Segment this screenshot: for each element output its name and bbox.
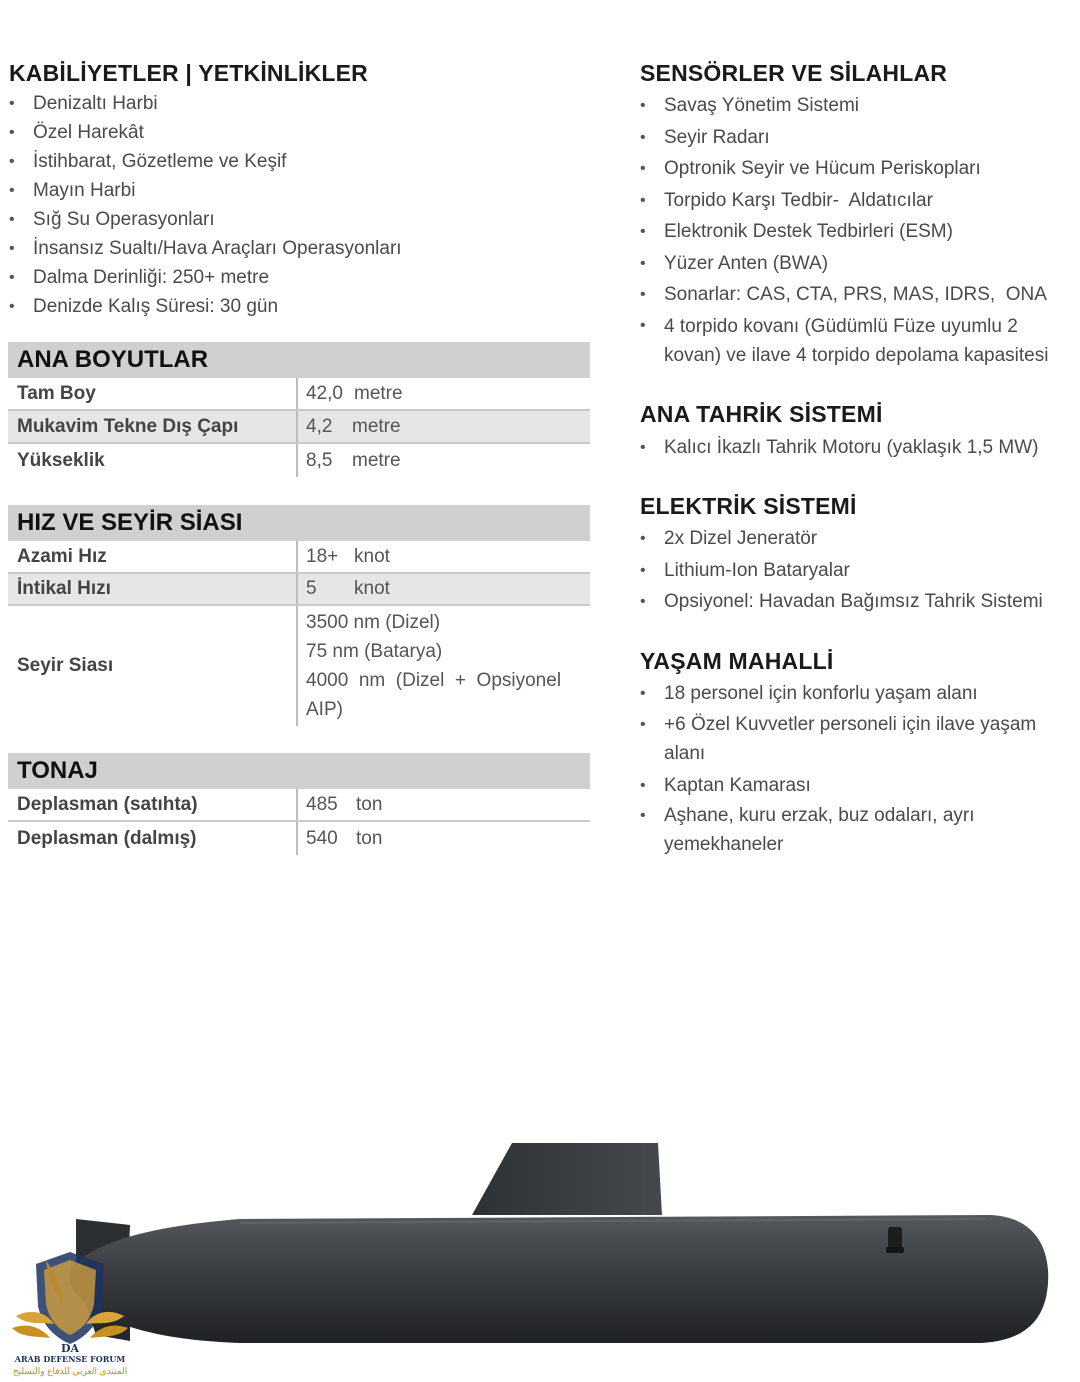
sensors-list bbox=[640, 90, 1072, 370]
table-row bbox=[8, 411, 590, 444]
speed-title: HIZ VE SEYİR SİASI bbox=[8, 505, 590, 541]
range-line: 75 nm (Batarya) bbox=[306, 641, 443, 662]
value-unit: metre bbox=[352, 415, 401, 437]
living-title: YAŞAM MAHALLİ bbox=[640, 648, 834, 674]
electric-list bbox=[640, 523, 1072, 618]
living-list bbox=[640, 678, 1060, 859]
propulsion-title: ANA TAHRİK SİSTEMİ bbox=[640, 401, 883, 427]
value-unit: knot bbox=[354, 578, 390, 599]
sensors-title: SENSÖRLER VE SİLAHLAR bbox=[640, 60, 948, 86]
value-unit: ton bbox=[356, 827, 383, 849]
value-number: 5 bbox=[306, 578, 317, 599]
table-row bbox=[8, 822, 590, 855]
list-item: • Yüzer Anten (BWA) bbox=[640, 248, 1072, 280]
submarine-image bbox=[0, 1135, 1080, 1365]
table-row bbox=[8, 378, 590, 411]
watermark-arabic: المنتدى العربي للدفاع والتسليح bbox=[12, 1366, 128, 1376]
list-item: • Dalma Derinliği: 250+ metre bbox=[9, 263, 589, 292]
forum-logo-icon bbox=[6, 1246, 134, 1354]
speed-table bbox=[8, 505, 590, 726]
value-number: 8,5 bbox=[306, 449, 333, 471]
list-item: • Lithium-Ion Bataryalar bbox=[640, 555, 1072, 587]
list-item: • Savaş Yönetim Sistemi bbox=[640, 90, 1072, 122]
list-item: • +6 Özel Kuvvetler personeli için ilave yaşam alanı bbox=[640, 710, 1060, 770]
tonnage-title: TONAJ bbox=[8, 753, 590, 789]
range-line: AIP) bbox=[306, 699, 343, 720]
table-row bbox=[8, 789, 590, 822]
list-item: • Elektronik Destek Tedbirleri (ESM) bbox=[640, 216, 1072, 248]
list-item: • 18 personel için konforlu yaşam alanı bbox=[640, 678, 1060, 710]
list-item: • Sığ Su Operasyonları bbox=[9, 205, 589, 234]
list-item: • İnsansız Sualtı/Hava Araçları Operasyonları bbox=[9, 234, 589, 263]
list-item: • Sonarlar: CAS, CTA, PRS, MAS, IDRS, ONA bbox=[640, 279, 1072, 311]
row-value bbox=[298, 822, 590, 855]
table-row bbox=[8, 541, 590, 574]
propulsion-list bbox=[640, 432, 1072, 464]
row-label: Deplasman (dalmış) bbox=[8, 822, 298, 855]
range-line: 4000 nm (Dizel + Opsiyonel bbox=[306, 670, 562, 691]
row-label: Mukavim Tekne Dış Çapı bbox=[8, 411, 298, 442]
list-item: • 2x Dizel Jeneratör bbox=[640, 523, 1072, 555]
value-unit: metre bbox=[352, 449, 401, 471]
list-item: • Denizde Kalış Süresi: 30 gün bbox=[9, 292, 589, 321]
value-unit: knot bbox=[354, 545, 390, 567]
value-unit: ton bbox=[356, 793, 383, 815]
watermark-initials: DA bbox=[60, 1342, 80, 1354]
value-number: 4,2 bbox=[306, 415, 333, 437]
list-item: • Aşhane, kuru erzak, buz odaları, ayrı yemekhaneler bbox=[640, 801, 1060, 859]
list-item: • Kaptan Kamarası bbox=[640, 770, 1060, 802]
dimensions-title: ANA BOYUTLAR bbox=[8, 342, 590, 378]
value-number: 42,0 bbox=[306, 382, 343, 404]
table-row bbox=[8, 606, 590, 726]
list-item: • 4 torpido kovanı (Güdümlü Füze uyumlu 2 kovan) ve ilave 4 torpido depolama kapasitesi bbox=[640, 311, 1072, 370]
list-item: • Seyir Radarı bbox=[640, 122, 1072, 154]
row-label: Deplasman (satıhta) bbox=[8, 789, 298, 820]
list-item: • Opsiyonel: Havadan Bağımsız Tahrik Sistemi bbox=[640, 586, 1072, 618]
list-item: • İstihbarat, Gözetleme ve Keşif bbox=[9, 147, 589, 176]
value-number: 540 bbox=[306, 827, 338, 849]
row-label: Yükseklik bbox=[8, 444, 298, 477]
table-row bbox=[8, 444, 590, 477]
list-item: • Mayın Harbi bbox=[9, 176, 589, 205]
capabilities-list bbox=[9, 89, 589, 321]
electric-title: ELEKTRİK SİSTEMİ bbox=[640, 493, 857, 519]
row-value bbox=[298, 606, 590, 726]
row-value bbox=[298, 411, 590, 442]
row-value bbox=[298, 789, 590, 820]
value-number: 18+ bbox=[306, 545, 339, 567]
list-item: • Optronik Seyir ve Hücum Periskopları bbox=[640, 153, 1072, 185]
capabilities-title: KABİLİYETLER | YETKİNLİKLER bbox=[9, 60, 368, 86]
dimensions-table bbox=[8, 342, 590, 477]
list-item: • Özel Harekât bbox=[9, 118, 589, 147]
list-item: • Torpido Karşı Tedbir- Aldatıcılar bbox=[640, 185, 1072, 217]
range-line: 3500 nm (Dizel) bbox=[306, 612, 441, 633]
row-label: Tam Boy bbox=[8, 378, 298, 409]
tonnage-table bbox=[8, 753, 590, 855]
row-label: Azami Hız bbox=[8, 541, 298, 572]
row-label: İntikal Hızı bbox=[8, 574, 298, 604]
arab-defense-forum-watermark bbox=[6, 1246, 134, 1376]
list-item: • Denizaltı Harbi bbox=[9, 89, 589, 118]
row-value bbox=[298, 378, 590, 409]
list-item: • Kalıcı İkazlı Tahrik Motoru (yaklaşık 1,5 MW) bbox=[640, 432, 1072, 464]
row-value bbox=[298, 541, 590, 572]
row-label: Seyir Siası bbox=[8, 606, 298, 726]
value-number: 485 bbox=[306, 793, 338, 815]
watermark-name: ARAB DEFENSE FORUM bbox=[14, 1354, 126, 1364]
table-row bbox=[8, 574, 590, 606]
row-value bbox=[298, 574, 590, 604]
value-unit: metre bbox=[354, 382, 403, 404]
row-value bbox=[298, 444, 590, 477]
